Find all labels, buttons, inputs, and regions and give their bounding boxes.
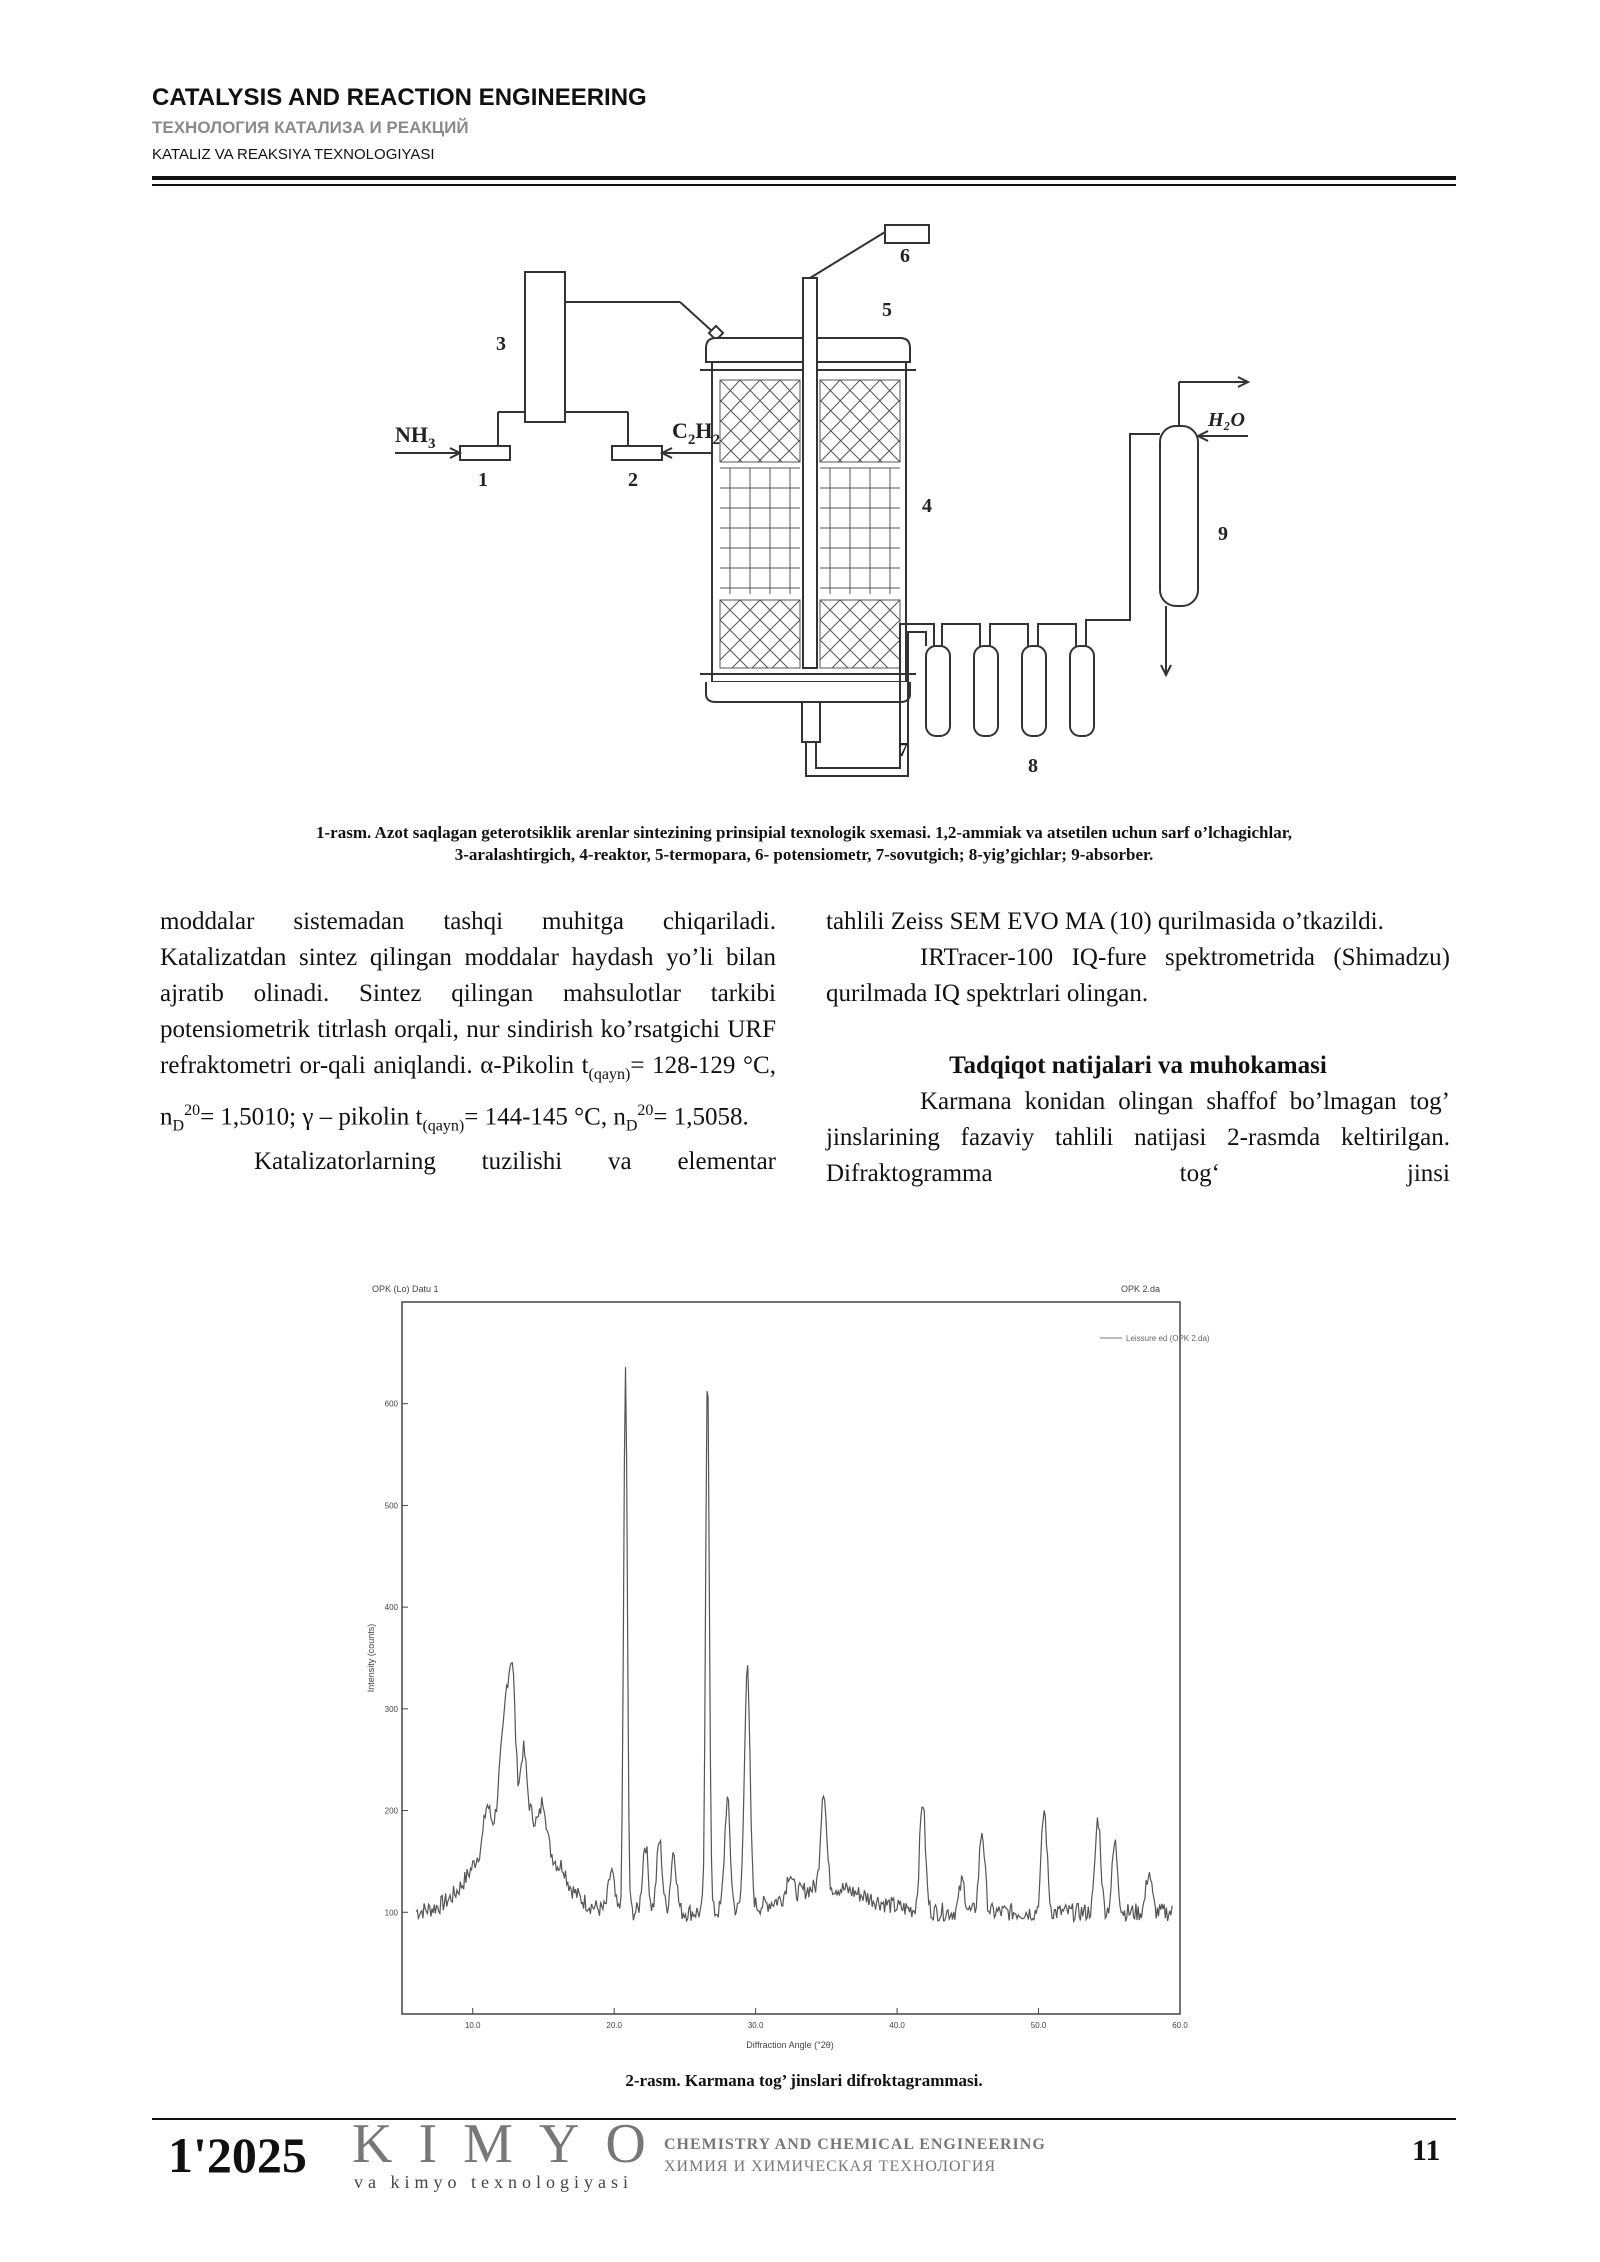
chart-x-ticks — [465, 2008, 1188, 2030]
label-9: 9 — [1218, 523, 1228, 545]
label-nh3: $NH_3$ — [395, 422, 436, 452]
label-c2h2: $C_2H_2$ — [672, 418, 721, 448]
chart-diffraction-line — [416, 1367, 1172, 1921]
label-4: 4 — [922, 495, 932, 517]
section-heading: Tadqiqot natijalari va muhokamasi — [949, 1052, 1327, 1079]
chart-y-axis-label: Intensity (counts) — [366, 1623, 376, 1693]
figure2-xrd-chart — [360, 1278, 1210, 2058]
header-rule-thin — [152, 184, 1456, 186]
mixer-3 — [525, 272, 565, 422]
chart-plot-frame — [402, 1302, 1180, 2014]
label-h2o: H₂O — [1208, 409, 1245, 431]
label-2: 2 — [628, 469, 638, 491]
chart-y-tick-label: 100 — [384, 1908, 398, 1918]
label-7: 7 — [898, 739, 908, 761]
chart-x-tick-label: 10.0 — [464, 2021, 481, 2030]
figure1-caption — [152, 822, 1456, 866]
right-column — [826, 904, 1450, 1192]
journal-logo-subtitle: va kimyo texnologiyasi — [354, 2172, 633, 2192]
journal-section-title-ru: ТЕХНОЛОГИЯ КАТАЛИЗА И РЕАКЦИЙ — [152, 118, 469, 137]
label-6: 6 — [900, 245, 910, 267]
right-paragraph-1: tahlili Zeiss SEM EVO MA (10) qurilmasida o’tkazildi. — [826, 908, 1384, 935]
chart-top-right-label: OPK 2.da — [1120, 1284, 1160, 1294]
chart-x-tick-label: 30.0 — [747, 2021, 764, 2030]
chart-y-ticks — [385, 1400, 408, 1918]
chart-y-tick-label: 300 — [384, 1704, 398, 1714]
absorber-9 — [1160, 426, 1198, 606]
chart-x-tick-label: 60.0 — [1172, 2021, 1188, 2030]
chart-x-tick-label: 20.0 — [606, 2021, 622, 2030]
chart-legend: Leissure ed (OPK 2.da) — [1126, 1334, 1210, 1343]
footer-rule — [152, 2118, 1456, 2120]
journal-name-ru: ХИМИЯ И ХИМИЧЕСКАЯ ТЕХНОЛОГИЯ — [664, 2158, 997, 2175]
chart-x-axis-label: Diffraction Angle (°2θ) — [746, 2040, 834, 2050]
thermocouple-5 — [803, 278, 817, 668]
left-paragraph-2: Katalizatorlarning tuzilishi va elementar — [254, 1148, 776, 1176]
journal-section-title: CATALYSIS AND REACTION ENGINEERING — [152, 84, 647, 111]
cooler-7 — [802, 702, 820, 742]
potentiometer-6 — [885, 225, 929, 243]
figure2-caption: 2-rasm. Karmana tog’ jinslari difroktagrammasi. — [625, 2071, 983, 2090]
chart-x-tick-label: 50.0 — [1030, 2021, 1047, 2030]
right-paragraph-2: IRTracer-100 IQ-fure spektrometrida (Shimadzu) qurilmada IQ spektrlari olingan. — [826, 944, 1450, 1007]
label-1: 1 — [478, 469, 488, 491]
page-number: 11 — [1412, 2134, 1441, 2167]
figure1-caption-line2: 3-aralashtirgich, 4-reaktor, 5-termopara, 6- potensiometr, 7-sovutgich; 8-yig’gichlar; 9-absorber. — [454, 845, 1154, 864]
figure1-caption-line1: 1-rasm. Azot saqlagan geterotsiklik arenlar sintezining prinsipial texnologik sxemasi. 1,2-ammiak va atsetilen uchun sarf o’lchagichlar, — [316, 823, 1292, 842]
figure1-process-scheme — [360, 210, 1280, 800]
right-paragraph-3: Karmana konidan olingan shaffof bo’lmagan tog’ jinslarining fazaviy tahlili natijasi 2-rasmda keltirilgan. Difraktogramma tog‘ jinsi — [826, 1088, 1450, 1187]
flowmeter-2 — [612, 446, 662, 460]
left-column — [160, 904, 776, 1180]
label-8: 8 — [1028, 755, 1038, 777]
chart-y-tick-label: 400 — [384, 1603, 398, 1613]
journal-logo: KIMYO — [352, 2113, 672, 2175]
issue-number: 1'2025 — [168, 2127, 307, 2183]
label-3: 3 — [496, 333, 506, 355]
left-paragraph-1: moddalar sistemadan tashqi muhitga chiqariladi. Katalizatdan sintez qilingan moddalar haydash yo’li bilan ajratib olinadi. Sintez qilingan mahsulotlar tarkibi potensiometrik titrlash orqali, nur sindirish ko’rsatgichi URF refraktometri or-qali aniqlandi. α-Pikolin $t_{(qayn)}= 128-129$ °C, $n_D^{20}= 1,5010$; γ – pikolin $t_{(qayn)}= 144-145$ °C, $n_D^{20}= 1,5058$. — [160, 908, 776, 1135]
collectors-8 — [926, 434, 1160, 736]
flowmeter-1 — [460, 446, 510, 460]
chart-x-tick-label: 40.0 — [889, 2021, 905, 2030]
chart-y-tick-label: 200 — [384, 1806, 398, 1816]
journal-section-title-uz: KATALIZ VA REAKSIYA TEXNOLOGIYASI — [152, 146, 435, 163]
chart-top-left-label: OPK (Lo) Datu 1 — [372, 1284, 439, 1294]
chart-y-tick-label: 500 — [384, 1501, 398, 1511]
label-5: 5 — [882, 299, 892, 321]
journal-name-en: CHEMISTRY AND CHEMICAL ENGINEERING — [664, 2136, 1046, 2153]
header-rule-thick — [152, 176, 1456, 180]
chart-y-tick-label: 600 — [384, 1399, 398, 1409]
